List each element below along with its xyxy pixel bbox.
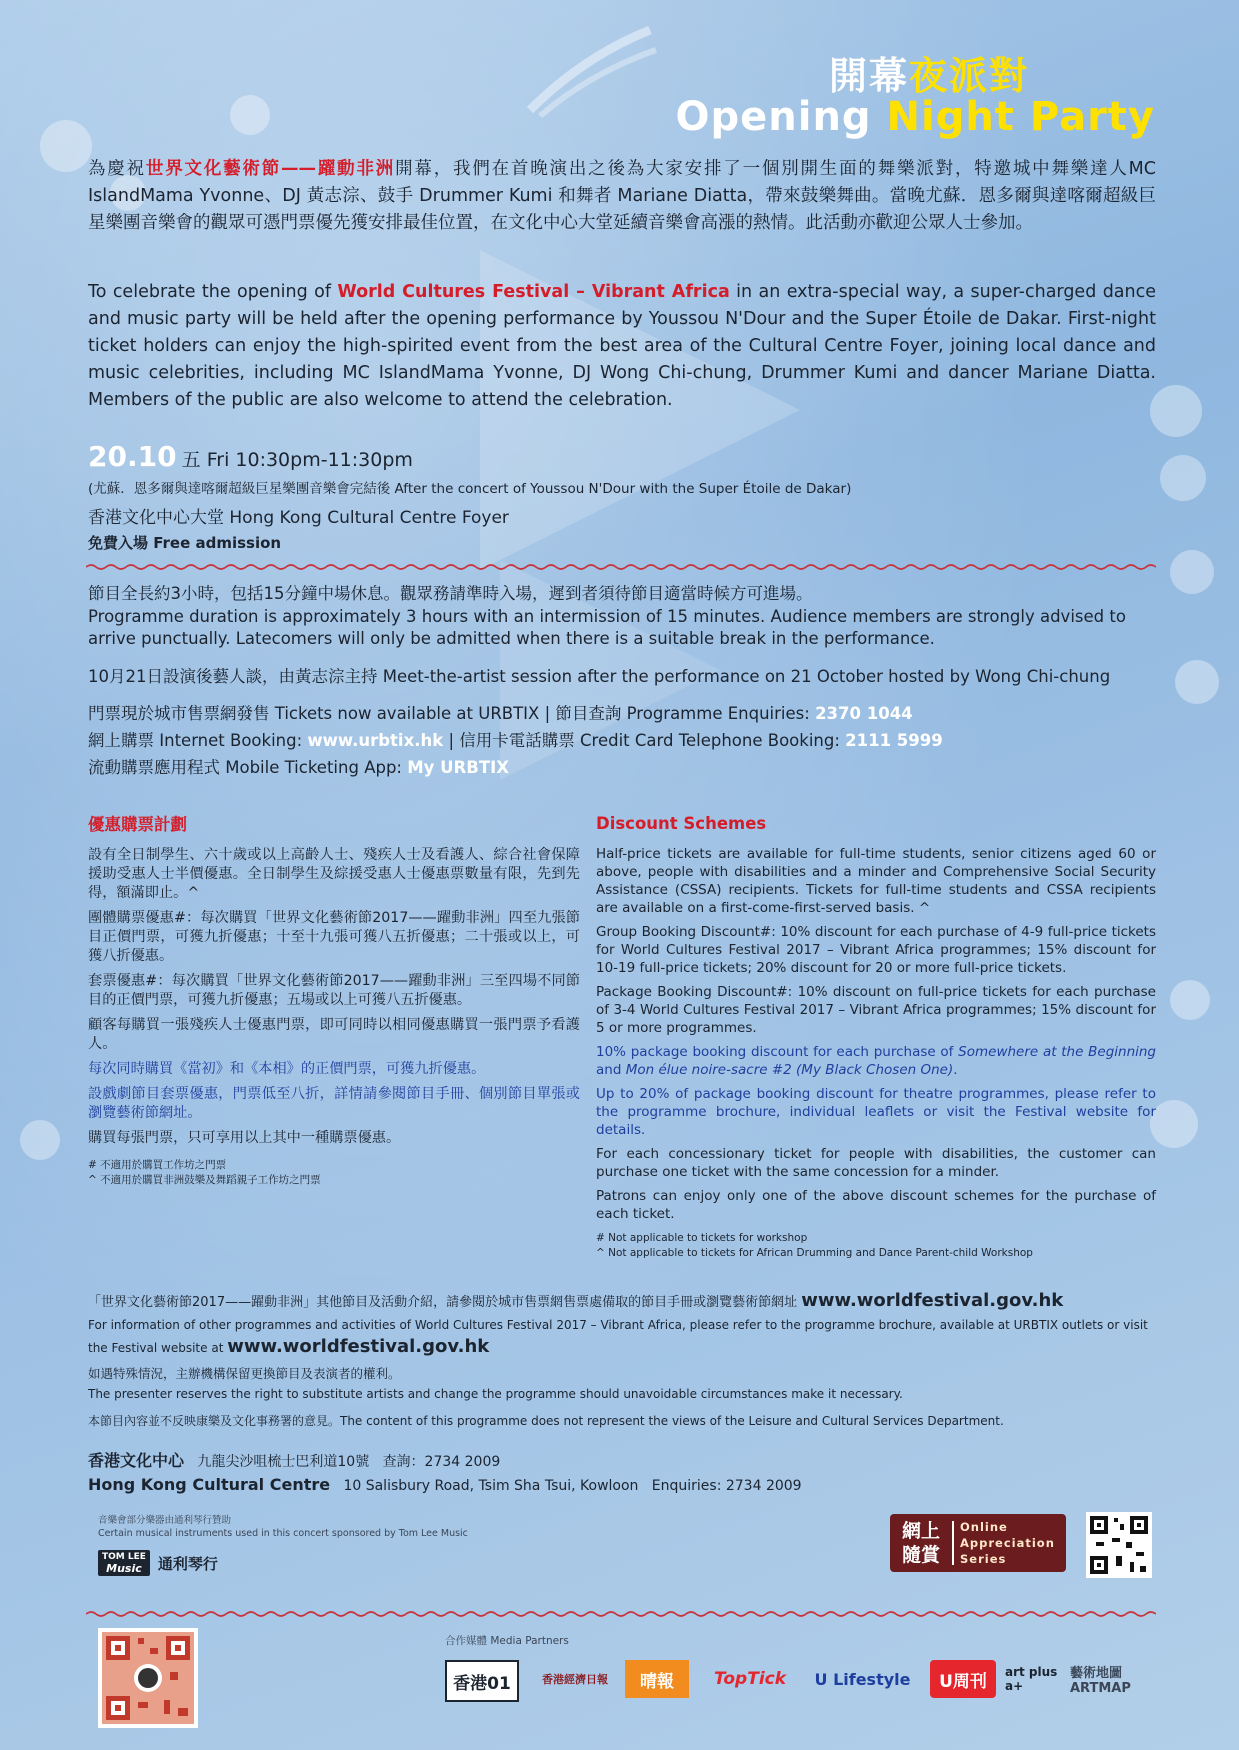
event-details (88, 440, 851, 553)
event-time: 五 Fri 10:30pm-11:30pm (181, 449, 413, 471)
skypost-logo: 晴報 (625, 1660, 689, 1698)
meet-artist: 10月21日設演後藝人談，由黃志淙主持 Meet-the-artist session after the performance on 21 October hosted by Wong Chi-chung (88, 667, 1111, 686)
swoosh-decoration (520, 20, 660, 120)
duration-zh: 節目全長約3小時，包括15分鐘中場休息。觀眾務請準時入場，遲到者須待節目適當時候方可進場。 (88, 584, 813, 603)
sponsor-note: 音樂會部分樂器由通利琴行贊助 Certain musical instruments used in this concert sponsored by Tom Lee Music (98, 1515, 468, 1539)
intro-zh: 為慶祝世界文化藝術節——躍動非洲開幕，我們在首晚演出之後為大家安排了一個別開生面的舞樂派對，特邀城中舞樂達人MC IslandMama Yvonne、DJ 黃志淙、鼓手 Drummer Kumi 和舞者 Mariane Diatta，帶來鼓樂舞曲。當晚尤蘇．恩多爾與達喀爾超級巨星樂團音樂會的觀眾可憑門票優先獲安排最佳位置，在文化中心大堂延續音樂會高漲的熱情。此活動亦歡迎公眾人士參加。 (88, 159, 1157, 233)
event-note: (尤蘇．恩多爾與達喀爾超級巨星樂團音樂會完結後 After the concert of Youssou N'Dour with the Super Étoile de Dakar) (88, 481, 852, 497)
hket-logo: 香港經濟日報 (542, 1673, 608, 1686)
booking-info: 網上購票 Internet Booking: www.urbtix.hk | 信用卡電話購票 Credit Card Telephone Booking: 2111 5999 (88, 731, 943, 750)
event-venue: 香港文化中心大堂 Hong Kong Cultural Centre Foyer (88, 508, 509, 528)
urbtix-link[interactable]: www.urbtix.hk (307, 731, 444, 750)
wechat-qr-icon[interactable] (98, 1628, 198, 1728)
intro-en: To celebrate the opening of World Cultures Festival – Vibrant Africa in an extra-special way, a super-charged dance and music party will be held after the opening performance by Youssou N'Dour and the Super Étoile de Dakar. First-night ticket holders can enjoy the high-spirited event from the best area of the Cultural Centre Foyer, joining local dance and music celebrities, including MC IslandMama Yvonne, DJ Wong Chi-chung, Drummer Kumi and dancer Mariane Diatta. Members of the public are also welcome to attend the celebration. (88, 282, 1157, 410)
page-title-zh: 開幕夜派對 (828, 54, 1029, 98)
media-partners-label: 合作媒體 Media Partners (445, 1635, 569, 1647)
artplus-logo: art plus a+ (1005, 1665, 1058, 1693)
hk01-logo: 香港01 (445, 1660, 519, 1702)
u-weekly-logo: U周刊 (930, 1660, 996, 1698)
credit-phone: 2111 5999 (845, 731, 943, 750)
divider-wave (86, 563, 1156, 571)
enquiries-phone: 2370 1044 (815, 704, 913, 723)
ticket-info: 門票現於城市售票網發售 Tickets now available at URBTIX | 節目查詢 Programme Enquiries: 2370 1044 (88, 704, 913, 723)
festival-website-link[interactable]: www.worldfestival.gov.hk (801, 1290, 1064, 1311)
discount-zh: 優惠購票計劃 設有全日制學生、六十歲或以上高齡人士、殘疾人士及看護人、綜合社會保障援助受惠人士半價優惠。全日制學生及綜援受惠人士優惠票數量有限，先到先得，額滿即止。^ 團體購票優惠#：每次購買「世界文化藝術節2017——躍動非洲」四至九張節目正價門票，可獲九折優惠；十至十九張可獲八五折優惠；二十張或以上，可獲八折優惠。 套票優惠#：每次購買「世界文化藝術節2017——躍動非洲」三至四場不同節目的正價門票，可獲九折優惠；五場或以上可獲八五折優惠。 顧客每購買一張殘疾人士優惠門票，即可同時以相同優惠購買一張門票予看護人。 每次同時購買《當初》和《本相》的正價門票，可獲九折優惠。 設戲劇節目套票優惠，門票低至八折，詳情請參閱節目手冊、個別節目單張或瀏覽藝術節網址。 購買每張門票，只可享用以上其中一種購票優惠。 # 不適用於購買工作坊之門票 ^ 不適用於購買非洲鼓樂及舞蹈親子工作坊之門票 (88, 815, 580, 1186)
ulifestyle-logo: U Lifestyle (814, 1669, 911, 1689)
discount-en: Discount Schemes Half-price tickets are available for full-time students, senior citizens aged 60 or above, people with disabilities and a minder and Comprehensive Social Security Assistance (CSSA) recipients. Tickets for full-time students and CSSA recipients are available on a first-come-first-served basis. ^ Group Booking Discount#: 10% discount for each purchase of 4-9 full-price tickets for World Cultures Festival 2017 – Vibrant Africa programmes; 15% discount for 10-19 full-price tickets; 20% discount for 20 or more full-price tickets. Package Booking Discount#: 10% discount on full-price tickets for each purchase of 3-4 World Cultures Festival 2017 – Vibrant Africa programmes; 15% discount for 5 or more programmes. 10% package booking discount for each purchase of Somewhere at the Beginning and Mon élue noire-sacre #2 (My Black Chosen One). Up to 20% of package booking discount for theatre programmes, please refer to the programme brochure, individual leaflets or visit the Festival website for details. For each concessionary ticket for people with disabilities, the customer can purchase one ticket with the same concession for a minder. Patrons can enjoy only one of the above discount schemes for the purchase of each ticket. # Not applicable to tickets for workshop ^ Not applicable to tickets for African Drumming and Dance Parent-child Workshop (596, 814, 1157, 1259)
discount-heading-en: Discount Schemes (596, 814, 767, 833)
artmap-logo: 藝術地圖 ARTMAP (1070, 1666, 1131, 1696)
event-date: 20.10 (88, 440, 177, 473)
toptick-logo: TopTick (713, 1669, 787, 1689)
online-appreciation-series-badge[interactable]: 網上 隨賞 Online Appreciation Series (890, 1514, 1066, 1572)
app-info: 流動購票應用程式 Mobile Ticketing App: My URBTIX (88, 758, 509, 777)
footer-info: 「世界文化藝術節2017——躍動非洲」其他節目及活動介紹，請參閱於城市售票網售票處備取的節目手冊或瀏覽藝術節網址 www.worldfestival.gov.hk For information of other programmes and activities of World Cultures Festival 2017 – Vibrant Africa, please refer to the programme brochure, available at URBTIX outlets or visit the Festival website at www.worldfestival.gov.hk 如遇特殊情況，主辦機構保留更換節目及表演者的權利。 The presenter reserves the right to substitute artists and change the programme should unavoidable circumstances make it necessary. 本節目內容並不反映康樂及文化事務署的意見。The content of this programme does not represent the views of the Leisure and Cultural Services Department. (88, 1290, 1148, 1428)
app-name: My URBTIX (407, 758, 509, 777)
page-title-en: Opening Night Party (675, 94, 1155, 140)
festival-website-link-2[interactable]: www.worldfestival.gov.hk (227, 1336, 490, 1357)
divider-wave-bottom (86, 1610, 1156, 1618)
event-admission: 免費入場 Free admission (88, 534, 282, 552)
discount-heading-zh: 優惠購票計劃 (88, 815, 187, 834)
tom-lee-logo: TOM LEE Music 通利琴行 (98, 1550, 218, 1576)
qr-code-icon[interactable] (1086, 1512, 1152, 1578)
duration-en: Programme duration is approximately 3 hours with an intermission of 15 minutes. Audience members are strongly advised to arrive punctually. Latecomers will only be admitted when there is a suitable break in the performance. (88, 607, 1126, 648)
venue-block: 香港文化中心 九龍尖沙咀梳士巴利道10號 查詢：2734 2009 Hong Kong Cultural Centre 10 Salisbury Road, Tsim Sha Tsui, Kowloon Enquiries: 2734 2009 (88, 1451, 802, 1494)
